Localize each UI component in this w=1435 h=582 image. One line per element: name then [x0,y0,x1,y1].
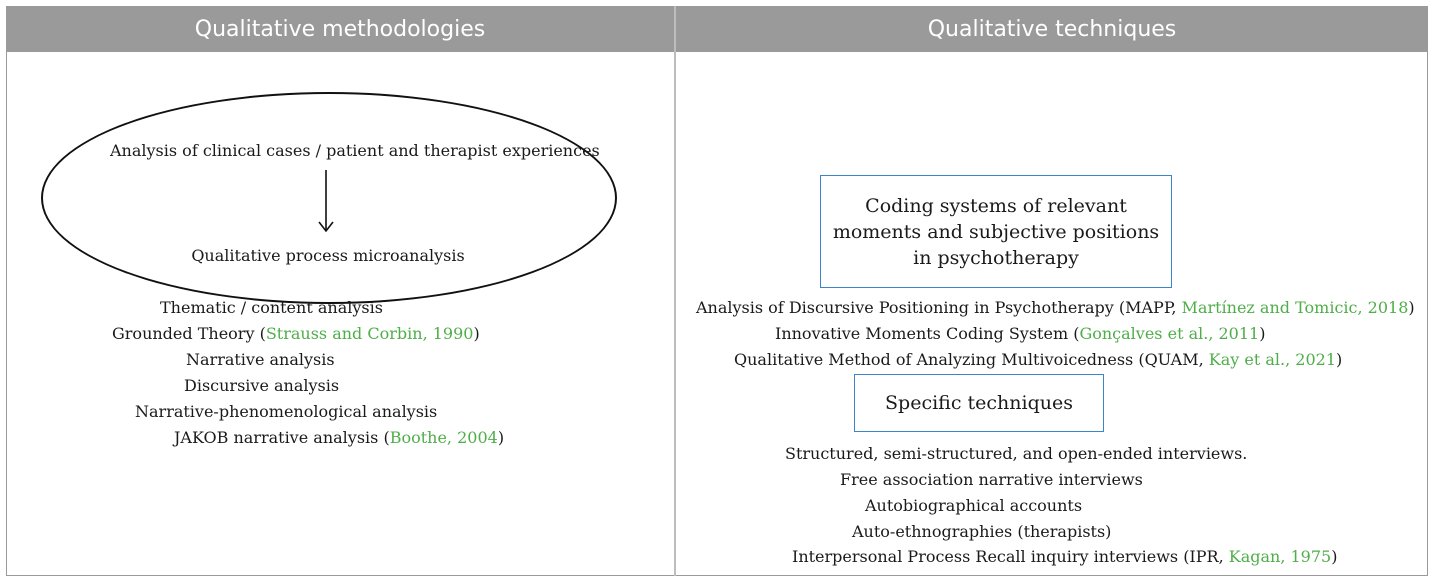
specific-techniques-box: Specific techniques [854,374,1104,432]
method-item-narrative: Narrative analysis [186,350,335,369]
down-arrow-icon [316,170,336,234]
citation-link[interactable]: Martínez and Tomicic, 2018 [1181,298,1409,317]
citation-link[interactable]: Gonçalves et al., 2011 [1079,324,1260,343]
citation-link[interactable]: Boothe, 2004 [389,428,498,447]
technique-item-ipr: Interpersonal Process Recall inquiry interviews (IPR, Kagan, 1975) [792,547,1338,566]
technique-item-interviews: Structured, semi-structured, and open-ended interviews. [785,444,1248,463]
coding-item-quam: Qualitative Method of Analyzing Multivoicedness (QUAM, Kay et al., 2021) [734,350,1343,369]
method-item-narrative-phenomenological: Narrative-phenomenological analysis [135,402,438,421]
ellipse-bottom-text: Qualitative process microanalysis [191,246,465,265]
method-item-grounded-theory: Grounded Theory (Strauss and Corbin, 1990) [112,324,480,343]
header-qualitative-techniques: Qualitative techniques [676,6,1428,52]
citation-link[interactable]: Kay et al., 2021 [1208,350,1337,369]
citation-link[interactable]: Kagan, 1975 [1228,547,1332,566]
coding-box-line-1: Coding systems of relevant [865,194,1127,217]
method-item-jakob: JAKOB narrative analysis (Boothe, 2004) [174,428,505,447]
header-qualitative-methodologies: Qualitative methodologies [6,6,674,52]
coding-systems-box [820,175,1172,288]
column-divider [674,6,676,576]
technique-item-autobiographical: Autobiographical accounts [865,496,1083,515]
coding-box-line-3: in psychotherapy [913,246,1079,269]
coding-item-mapp: Analysis of Discursive Positioning in Psychotherapy (MAPP, Martínez and Tomicic, 2018) [696,298,1415,317]
technique-item-auto-ethnographies: Auto-ethnographies (therapists) [852,522,1112,541]
method-item-discursive: Discursive analysis [184,376,340,395]
ellipse-top-text: Analysis of clinical cases / patient and therapist experiences [110,141,600,160]
citation-link[interactable]: Strauss and Corbin, 1990 [265,324,474,343]
coding-item-innovative-moments: Innovative Moments Coding System (Gonçalves et al., 2011) [775,324,1266,343]
method-item-thematic: Thematic / content analysis [160,298,383,317]
technique-item-free-association: Free association narrative interviews [840,470,1143,489]
coding-box-line-2: moments and subjective positions [832,220,1160,243]
